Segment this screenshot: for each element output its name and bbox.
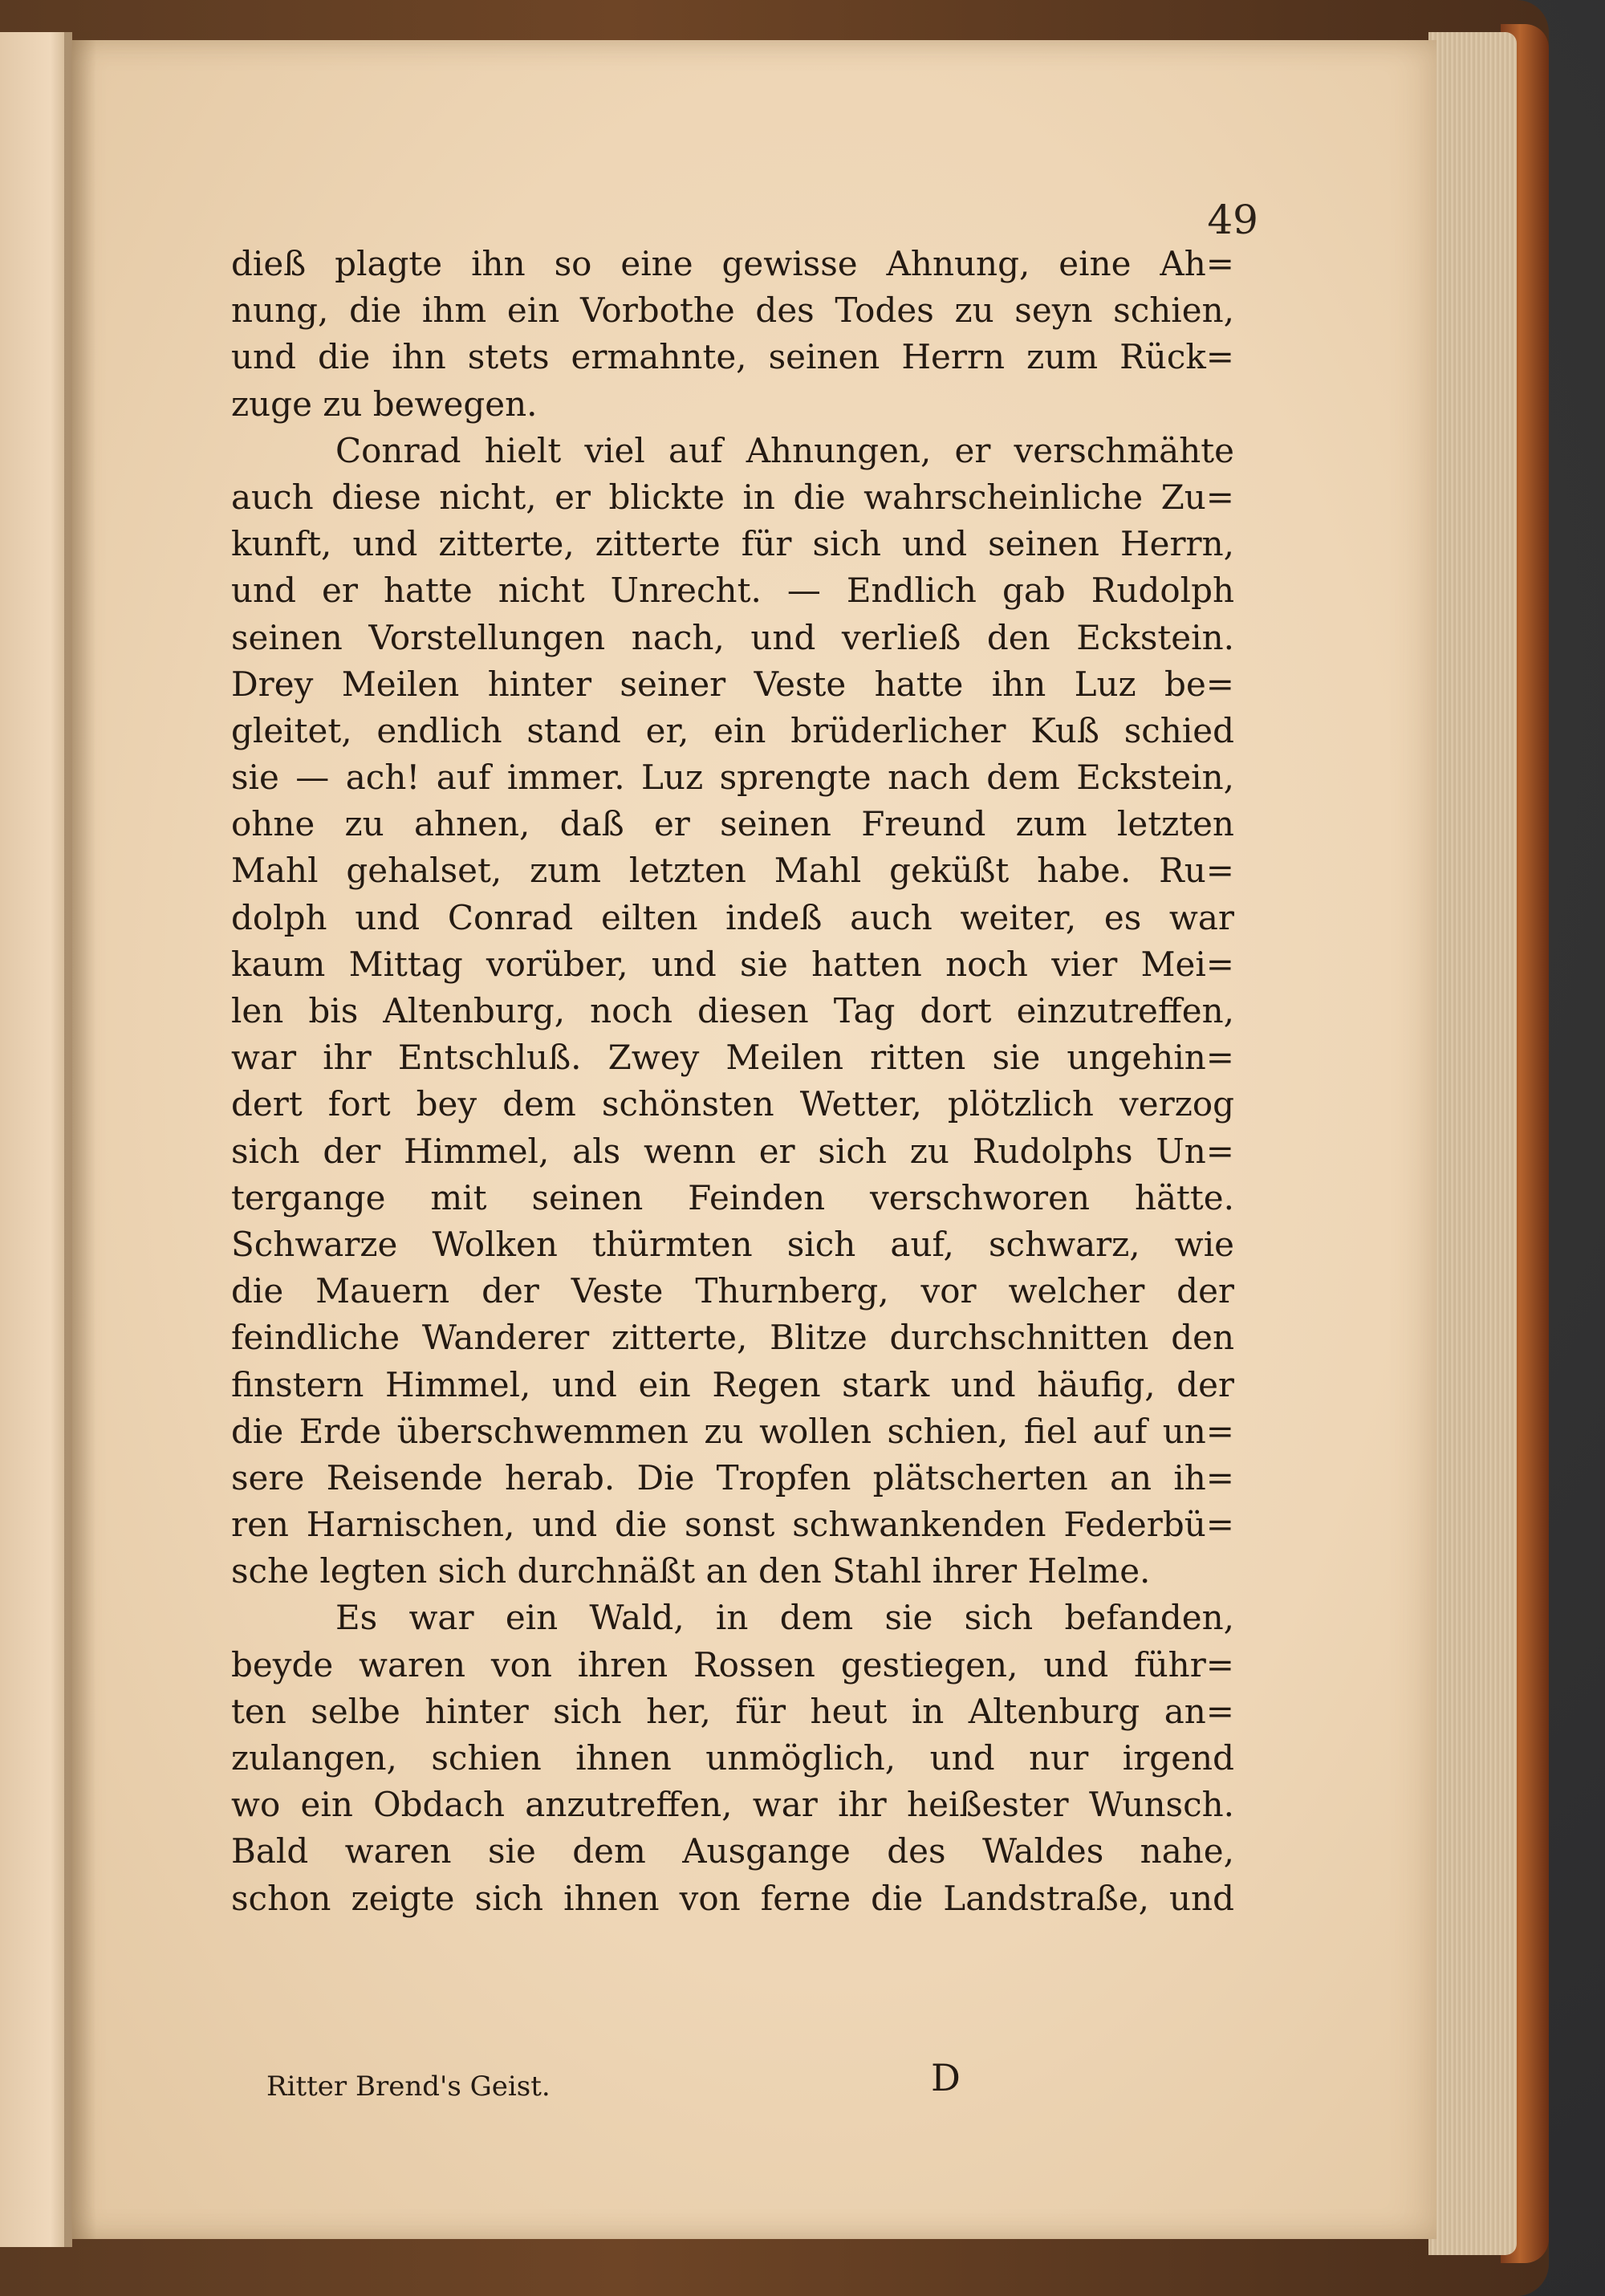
text-line: schon zeigte sich ihnen von ferne die Landstraße, und: [231, 1878, 1234, 1918]
text-line: kunft, und zitterte, zitterte für sich und seinen Herrn,: [231, 524, 1234, 564]
page-edges: [1428, 32, 1517, 2255]
text-line: dieß plagte ihn so eine gewisse Ahnung, eine Ah=: [231, 244, 1234, 283]
text-line: Schwarze Wolken thürmten sich auf, schwarz, wie: [231, 1224, 1234, 1264]
text-line: die Erde überschwemmen zu wollen schien, fiel auf un=: [231, 1411, 1234, 1451]
text-line: Drey Meilen hinter seiner Veste hatte ihn Luz be=: [231, 664, 1234, 704]
text-line: finstern Himmel, und ein Regen stark und häufig, der: [231, 1364, 1234, 1404]
text-line: sche legten sich durchnäßt an den Stahl ihrer Helme.: [231, 1551, 1151, 1591]
text-line: wo ein Obdach anzutreffen, war ihr heißester Wunsch.: [231, 1785, 1234, 1825]
text-line: len bis Altenburg, noch diesen Tag dort einzutreffen,: [231, 991, 1234, 1030]
text-line: Es war ein Wald, in dem sie sich befanden,: [335, 1598, 1234, 1638]
text-line: sie — ach! auf immer. Luz sprengte nach dem Eckstein,: [231, 758, 1234, 798]
text-line: sere Reisende herab. Die Tropfen plätscherten an ih=: [231, 1457, 1234, 1497]
text-line: die Mauern der Veste Thurnberg, vor welcher der: [231, 1271, 1234, 1311]
page-text: [231, 241, 1234, 1922]
text-line: ohne zu ahnen, daß er seinen Freund zum letzten: [231, 804, 1234, 844]
text-line: gleitet, endlich stand er, ein brüderlicher Kuß schied: [231, 710, 1234, 750]
text-line: dolph und Conrad eilten indeß auch weiter, es war: [231, 897, 1234, 937]
text-line: und er hatte nicht Unrecht. — Endlich gab Rudolph: [231, 571, 1234, 611]
text-line: ten selbe hinter sich her, für heut in Altenburg an=: [231, 1691, 1234, 1731]
text-line: auch diese nicht, er blickte in die wahrscheinliche Zu=: [231, 477, 1234, 517]
text-line: feindliche Wanderer zitterte, Blitze durchschnitten den: [231, 1318, 1234, 1358]
text-line: ren Harnischen, und die sonst schwankenden Federbü=: [231, 1505, 1234, 1545]
text-line: Bald waren sie dem Ausgange des Waldes nahe,: [231, 1831, 1234, 1871]
text-line: nung, die ihm ein Vorbothe des Todes zu seyn schien,: [231, 291, 1234, 331]
text-line: Conrad hielt viel auf Ahnungen, er verschmähte: [335, 430, 1234, 470]
text-line: zuge zu bewegen.: [231, 384, 538, 424]
text-line: sich der Himmel, als wenn er sich zu Rudolphs Un=: [231, 1131, 1234, 1171]
text-line: zulangen, schien ihnen unmöglich, und nur irgend: [231, 1738, 1234, 1778]
text-line: und die ihn stets ermahnte, seinen Herrn zum Rück=: [231, 337, 1234, 377]
footer-signature-mark: D: [931, 2056, 961, 2099]
footer-signature: Ritter Brend's Geist.: [266, 2070, 551, 2103]
gutter-shadow: [64, 32, 96, 2247]
text-line: kaum Mittag vorüber, und sie hatten noch vier Mei=: [231, 944, 1234, 984]
text-line: beyde waren von ihren Rossen gestiegen, und führ=: [231, 1644, 1234, 1684]
page-number: 49: [1207, 197, 1258, 243]
facing-page: [0, 32, 72, 2247]
text-line: Mahl gehalset, zum letzten Mahl geküßt habe. Ru=: [231, 851, 1234, 891]
text-line: dert fort bey dem schönsten Wetter, plötzlich verzog: [231, 1084, 1234, 1124]
text-line: war ihr Entschluß. Zwey Meilen ritten sie ungehin=: [231, 1038, 1234, 1078]
text-line: seinen Vorstellungen nach, und verließ den Eckstein.: [231, 617, 1234, 657]
text-line: tergange mit seinen Feinden verschworen hätte.: [231, 1177, 1234, 1217]
